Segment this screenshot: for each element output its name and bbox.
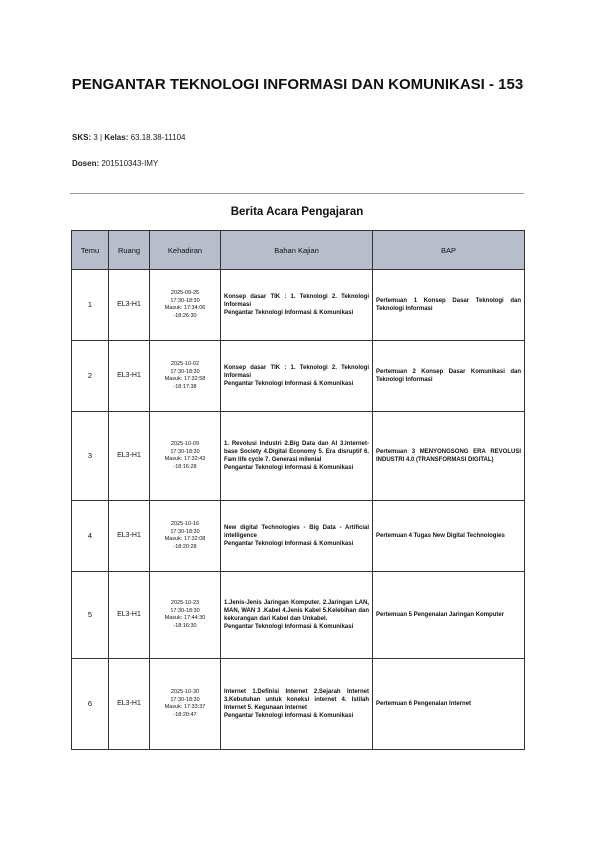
bahan-course: Pengantar Teknologi Informasi & Komunikasi [224,624,354,630]
cell-bahan-kajian [221,501,373,572]
table-row [72,659,525,750]
cell-bap: Pertemuan 5 Pengenalan Jaringan Komputer [373,572,525,659]
cell-kehadiran [150,270,221,341]
attendance-time: 17:30-18:30 [170,528,200,535]
attendance-in: Masuk: 17:44:30 [164,615,206,621]
attendance-out: -18:20:28 [173,543,197,550]
section-title: Berita Acara Pengajaran [230,206,364,218]
cell-ruang: EL3-H1 [109,341,150,412]
cell-bahan-kajian [221,659,373,750]
attendance-time: 17:30-18:30 [170,696,200,703]
bahan-topic: 1. Revolusi Industri 2.Big Data dan AI 3.Internet-base Society 4.Digital Economy 5. Era disruptif 6. Fam life cycle 7. Generasi milenial [224,441,369,463]
attendance-out: -18:26:30 [173,312,197,319]
cell-bap: Pertemuan 4 Tugas New Digital Technologies [373,501,525,572]
course-meta [72,133,185,142]
bahan-topic: Konsep dasar TIK : 1. Teknologi 2. Teknologi Informasi [224,365,369,379]
bahan-topic: 1.Jenis-Jenis Jaringan Komputer. 2.Jaringan LAN, MAN, WAN 3 .Kabel 4.Jenis Kabel 5.Kelebihan dan kekurangan dari Kabel dan Unkabel. [224,600,369,622]
attendance-date: 2025-10-16 [170,521,200,527]
bap-table [71,230,525,750]
cell-bahan-kajian [221,412,373,501]
table-row [72,501,525,572]
bahan-topic: Internet 1.Definisi Internet 2.Sejarah Internet 3.Kebutuhan untuk koneksi internet 4. Istilah Internet 5. Kegunaan Internet [224,689,369,711]
attendance-in: Masuk: 17:32:58 [164,376,206,382]
dosen-label: Dosen: [72,159,100,168]
cell-bahan-kajian [221,572,373,659]
cell-ruang: EL3-H1 [109,572,150,659]
cell-kehadiran [150,341,221,412]
header-kehadiran: Kehadiran [150,231,221,270]
attendance-in: Masuk: 17:33:37 [164,704,206,710]
attendance-date: 2025-10-09 [170,441,200,447]
table-row [72,270,525,341]
table-row [72,412,525,501]
attendance-out: -18:20:47 [173,711,197,718]
cell-bap: Pertemuan 1 Konsep Dasar Teknologi dan Teknologi Informasi [373,270,525,341]
attendance-time: 17:30-18:30 [170,607,200,614]
header-ruang: Ruang [109,231,150,270]
attendance-time: 17:30-18:30 [170,448,200,455]
sks-label: SKS: [72,133,92,142]
meta-separator: | [100,133,103,142]
attendance-date: 2025-09-25 [170,290,200,296]
attendance-in: Masuk: 17:32:08 [164,536,206,542]
bahan-topic: New digital Technologies - Big Data - Artificial intelligence [224,525,369,539]
header-bap: BAP [373,231,525,270]
cell-kehadiran [150,412,221,501]
bahan-topic: Konsep dasar TIK : 1. Teknologi 2. Teknologi Informasi [224,294,369,308]
bahan-course: Pengantar Teknologi Informasi & Komunikasi [224,465,354,471]
header-bahan-kajian: Bahan Kajian [221,231,373,270]
cell-temu: 1 [72,270,109,341]
kelas-label: Kelas: [104,133,129,142]
cell-temu: 3 [72,412,109,501]
course-title: PENGANTAR TEKNOLOGI INFORMASI DAN KOMUNIKASI - 153 [71,76,524,93]
kelas-value: 63.18.38-11104 [130,133,186,142]
table-row [72,572,525,659]
attendance-out: -18:16:28 [173,463,197,470]
cell-bap: Pertemuan 6 Pengenalan Internet [373,659,525,750]
header-temu: Temu [72,231,109,270]
cell-ruang: EL3-H1 [109,659,150,750]
bahan-course: Pengantar Teknologi Informasi & Komunikasi [224,310,354,316]
attendance-time: 17:30-18:30 [170,368,200,375]
bahan-course: Pengantar Teknologi Informasi & Komunikasi [224,541,354,547]
attendance-time: 17:30-18:30 [170,297,200,304]
cell-bap: Pertemuan 3 MENYONGSONG ERA REVOLUSI INDUSTRI 4.0 (TRANSFORMASI DIGITAL) [373,412,525,501]
section-divider [70,193,524,194]
cell-ruang: EL3-H1 [109,412,150,501]
cell-kehadiran [150,659,221,750]
cell-bahan-kajian [221,270,373,341]
table-header-row [72,231,525,270]
cell-kehadiran [150,572,221,659]
attendance-out: -18:16:30 [173,622,197,629]
attendance-date: 2025-10-02 [170,361,200,367]
cell-temu: 6 [72,659,109,750]
bahan-course: Pengantar Teknologi Informasi & Komunikasi [224,713,354,719]
cell-temu: 4 [72,501,109,572]
attendance-in: Masuk: 17:34:06 [164,305,206,311]
attendance-out: -18:17:38 [173,383,197,390]
attendance-date: 2025-10-23 [170,600,200,606]
lecturer-meta [72,159,158,168]
cell-bap: Pertemuan 2 Konsep Dasar Komunikasi dan Teknologi Informasi [373,341,525,412]
cell-bahan-kajian [221,341,373,412]
attendance-in: Masuk: 17:32:43 [164,456,206,462]
table-row [72,341,525,412]
dosen-value: 201510343-IMY [101,159,159,168]
attendance-date: 2025-10-30 [170,689,200,695]
cell-ruang: EL3-H1 [109,501,150,572]
cell-temu: 2 [72,341,109,412]
bahan-course: Pengantar Teknologi Informasi & Komunikasi [224,381,354,387]
cell-ruang: EL3-H1 [109,270,150,341]
sks-value: 3 [93,133,98,142]
cell-kehadiran [150,501,221,572]
cell-temu: 5 [72,572,109,659]
